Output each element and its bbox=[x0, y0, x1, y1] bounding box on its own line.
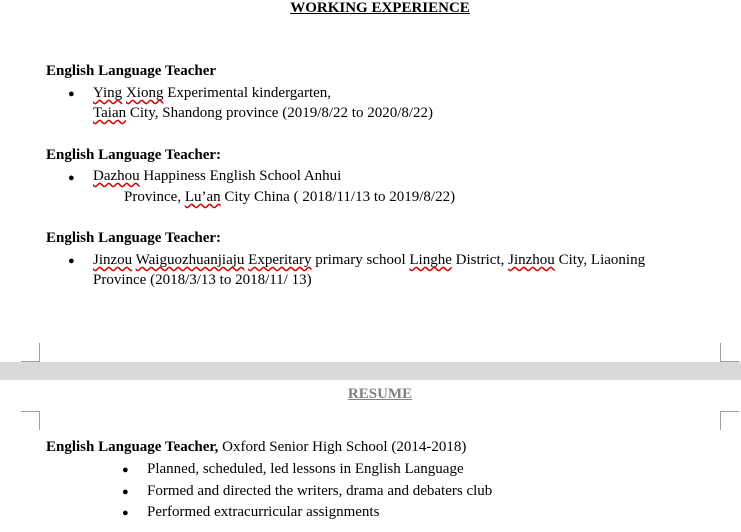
misspelled-word: Linghe bbox=[409, 252, 452, 268]
misspelled-word: Waiguozhuanjiaju bbox=[135, 252, 245, 268]
text-fragment: Happiness English School Anhui bbox=[139, 168, 342, 184]
bullet-icon: ● bbox=[68, 255, 75, 267]
resume-item[interactable]: Performed extracurricular assignments bbox=[147, 504, 380, 520]
job-title: English Language Teacher: bbox=[46, 147, 222, 163]
text-fragment: City, Liaoning bbox=[554, 252, 646, 268]
text-fragment: Province, bbox=[124, 189, 185, 205]
resume-entry-school: Oxford Senior High School (2014-2018) bbox=[218, 439, 467, 455]
bullet-icon: ● bbox=[122, 464, 129, 476]
text-fragment: City, Shandong province (2019/8/22 to 2020/8/22) bbox=[126, 105, 434, 121]
misspelled-word: Taian bbox=[93, 105, 127, 121]
text-fragment: Province (2018/3/13 to 2018/11/ 13) bbox=[93, 272, 312, 288]
misspelled-word: Xiong bbox=[125, 85, 164, 101]
job-line[interactable] bbox=[93, 85, 331, 102]
page-corner-mark bbox=[720, 343, 739, 362]
job-line[interactable] bbox=[124, 189, 455, 206]
resume-entry-title: English Language Teacher, bbox=[46, 439, 219, 455]
page-corner-mark bbox=[21, 411, 40, 430]
job-line[interactable] bbox=[93, 252, 645, 269]
page-corner-mark bbox=[21, 343, 40, 362]
misspelled-word: Lu’an bbox=[184, 189, 221, 205]
text-fragment: primary school bbox=[311, 252, 410, 268]
text-fragment: Experimental kindergarten, bbox=[163, 85, 332, 101]
job-title: English Language Teacher bbox=[46, 63, 217, 79]
page-break-gap bbox=[0, 362, 741, 380]
misspelled-word: Experitary bbox=[248, 252, 312, 268]
bullet-icon: ● bbox=[68, 172, 75, 184]
document-page-2 bbox=[0, 380, 741, 532]
resume-entry[interactable] bbox=[46, 439, 466, 456]
resume-item[interactable]: Planned, scheduled, led lessons in English Language bbox=[147, 461, 464, 477]
job-line[interactable] bbox=[93, 168, 341, 185]
bullet-icon: ● bbox=[68, 88, 75, 100]
text-fragment: City China ( 2018/11/13 to 2019/8/22) bbox=[220, 189, 456, 205]
bullet-icon: ● bbox=[122, 507, 129, 519]
misspelled-word: Jinzou bbox=[93, 252, 133, 268]
misspelled-word: Ying bbox=[93, 85, 123, 101]
job-title: English Language Teacher: bbox=[46, 230, 222, 246]
resume-item[interactable]: Formed and directed the writers, drama and debaters club bbox=[147, 483, 493, 499]
page-corner-mark bbox=[720, 411, 739, 430]
misspelled-word: Jinzhou bbox=[508, 252, 555, 268]
job-line[interactable] bbox=[93, 272, 312, 289]
bullet-icon: ● bbox=[122, 486, 129, 498]
resume-heading: RESUME bbox=[347, 386, 413, 402]
working-experience-heading: WORKING EXPERIENCE bbox=[290, 0, 470, 16]
misspelled-word: Dazhou bbox=[93, 168, 140, 184]
job-line[interactable] bbox=[93, 105, 433, 122]
text-fragment: District, bbox=[451, 252, 509, 268]
